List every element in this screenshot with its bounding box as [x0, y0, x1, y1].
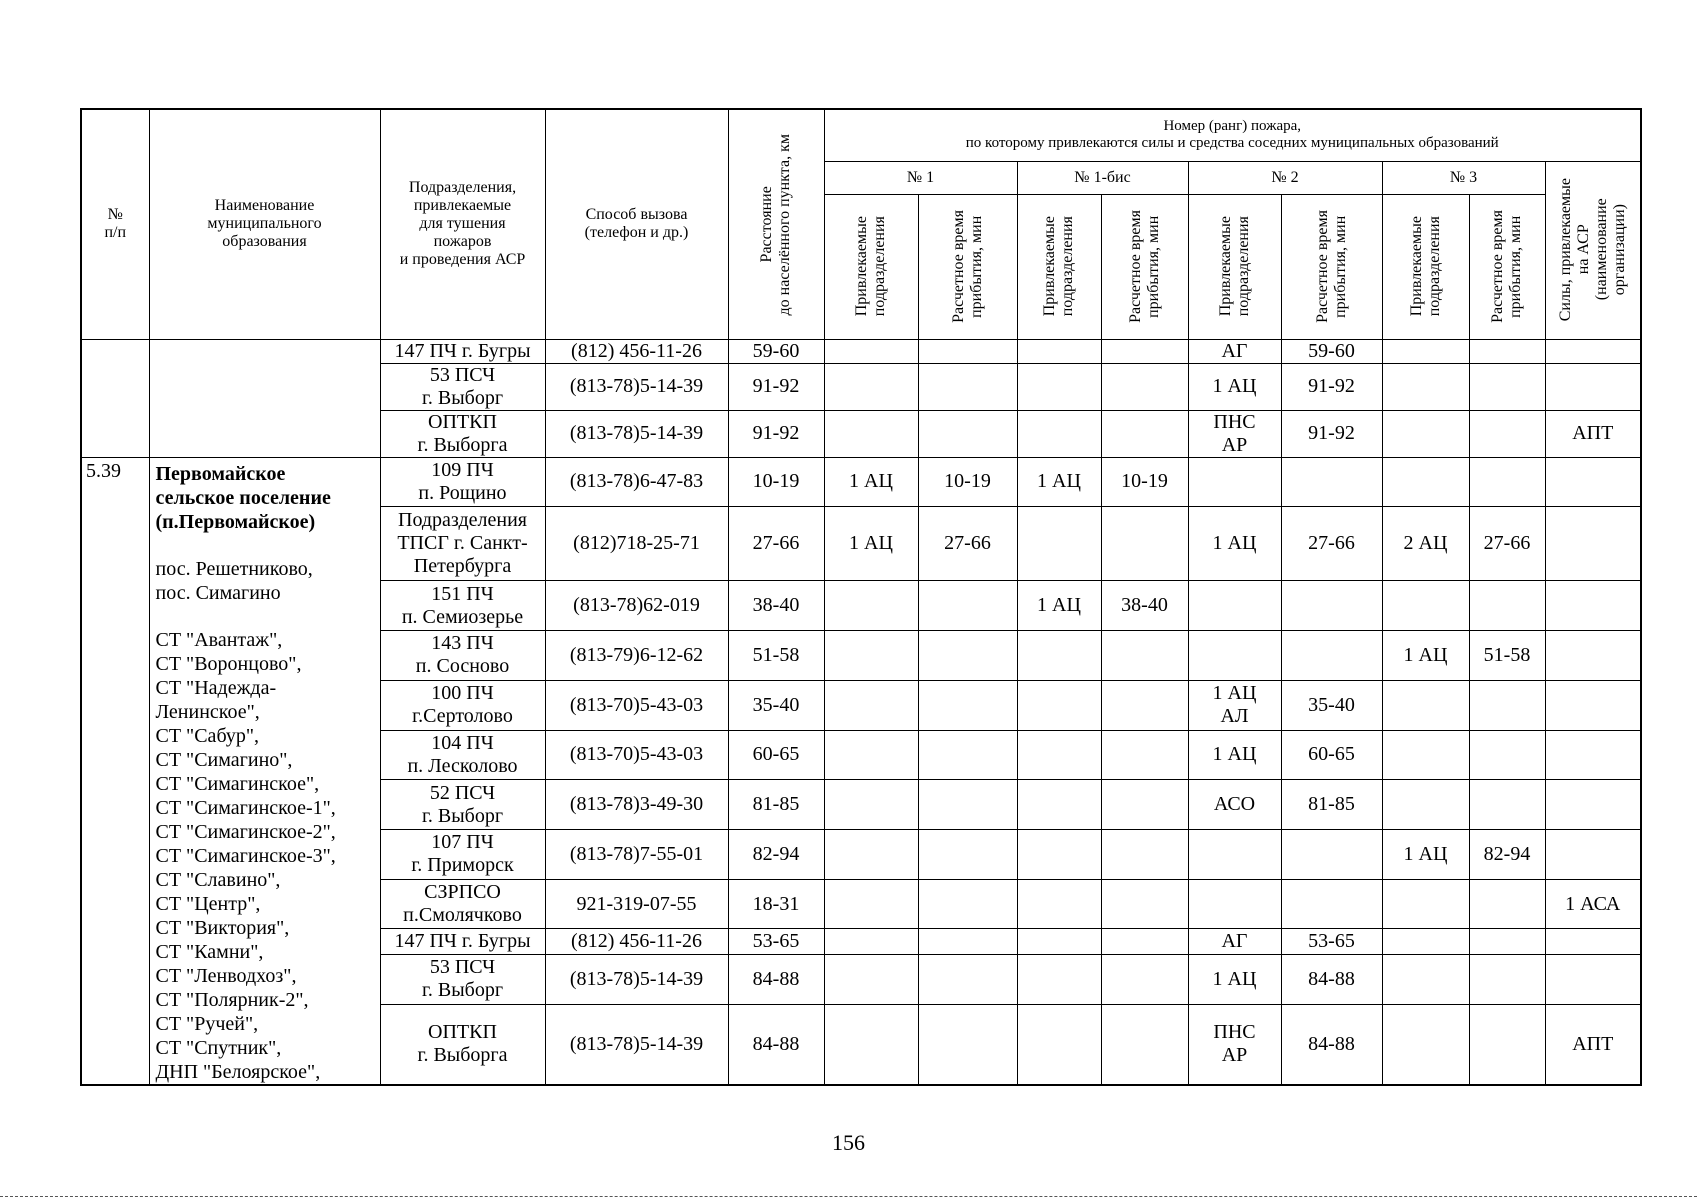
rank3-time-cell	[1469, 1004, 1545, 1084]
phone-cell: (813-70)5-43-03	[545, 730, 728, 780]
settlement-item: СТ "Симагинское",	[155, 772, 320, 795]
rank1bis-time-cell	[1101, 829, 1188, 879]
rank1-time-cell: 10-19	[918, 457, 1017, 507]
rank1-time-cell	[918, 1004, 1017, 1084]
settlement-item: СТ "Камни",	[155, 940, 264, 963]
header-rank2-units: Привлекаемые подразделения	[1188, 194, 1281, 339]
rank1-time-cell	[918, 363, 1017, 410]
rank2-units-cell: 1 АЦ	[1188, 363, 1281, 410]
rank1bis-units-cell	[1017, 680, 1101, 730]
phone-cell: 921-319-07-55	[545, 879, 728, 929]
table-row	[81, 339, 1641, 363]
rank1bis-time-cell	[1101, 631, 1188, 681]
phone-cell: (813-78)3-49-30	[545, 780, 728, 830]
distance-cell: 38-40	[728, 581, 824, 631]
rank1bis-time-cell	[1101, 929, 1188, 954]
rank2-units-cell	[1188, 879, 1281, 929]
rank2-time-cell: 59-60	[1281, 339, 1382, 363]
prev-municipality-cell	[149, 339, 380, 457]
rank1bis-units-cell	[1017, 410, 1101, 457]
asr-forces-cell	[1545, 631, 1641, 681]
rank2-time-cell: 27-66	[1281, 507, 1382, 581]
rank1bis-units-cell	[1017, 780, 1101, 830]
settlement-item: СТ "Воронцово",	[155, 652, 302, 675]
rank2-units-cell: ПНС АР	[1188, 1004, 1281, 1084]
rank1bis-units-cell	[1017, 631, 1101, 681]
rank1bis-time-cell	[1101, 780, 1188, 830]
asr-forces-cell: АПТ	[1545, 410, 1641, 457]
rank1bis-units-cell	[1017, 879, 1101, 929]
settlement-item: СТ "Центр",	[155, 892, 261, 915]
asr-forces-cell: 1 АСА	[1545, 879, 1641, 929]
distance-cell: 27-66	[728, 507, 824, 581]
rank2-units-cell: 1 АЦ АЛ	[1188, 680, 1281, 730]
rank2-units-cell: 1 АЦ	[1188, 730, 1281, 780]
asr-forces-cell	[1545, 507, 1641, 581]
phone-cell: (813-78)6-47-83	[545, 457, 728, 507]
settlement-item	[156, 605, 374, 628]
rank1-units-cell	[824, 954, 918, 1004]
rank3-units-cell	[1382, 780, 1469, 830]
asr-forces-cell	[1545, 339, 1641, 363]
rank1-time-cell	[918, 680, 1017, 730]
header-rank-title: Номер (ранг) пожара, по которому привлекаются силы и средства соседних муниципальных образований	[824, 109, 1641, 161]
asr-forces-cell	[1545, 457, 1641, 507]
rank3-time-cell: 51-58	[1469, 631, 1545, 681]
rank1bis-units-cell: 1 АЦ	[1017, 581, 1101, 631]
distance-cell: 91-92	[728, 363, 824, 410]
section-number: 5.39	[81, 457, 149, 1085]
municipality-name: Первомайское сельское поселение (п.Первомайское)	[155, 462, 331, 533]
unit-cell: 109 ПЧ п. Рощино	[380, 457, 545, 507]
header-forces-asr: Силы, привлекаемые на АСР (наименование организации)	[1545, 161, 1641, 339]
prev-num-cell	[81, 339, 149, 457]
distance-cell: 10-19	[728, 457, 824, 507]
settlement-item: СТ "Ленводхоз",	[155, 964, 297, 987]
settlement-item: СТ "Ручей",	[155, 1012, 259, 1035]
rank1bis-units-cell	[1017, 730, 1101, 780]
unit-cell: СЗРПСО п.Смолячково	[380, 879, 545, 929]
fire-plan-table	[80, 108, 1642, 1086]
rank1-time-cell	[918, 339, 1017, 363]
phone-cell: (813-78)5-14-39	[545, 363, 728, 410]
rank3-units-cell: 1 АЦ	[1382, 631, 1469, 681]
rank2-units-cell: АГ	[1188, 339, 1281, 363]
asr-forces-cell	[1545, 954, 1641, 1004]
rank1-time-cell: 27-66	[918, 507, 1017, 581]
rank1-time-cell	[918, 581, 1017, 631]
rank1-time-cell	[918, 879, 1017, 929]
phone-cell: (813-70)5-43-03	[545, 680, 728, 730]
rank2-time-cell	[1281, 879, 1382, 929]
rank3-units-cell	[1382, 339, 1469, 363]
rank1-units-cell: 1 АЦ	[824, 507, 918, 581]
rank2-units-cell	[1188, 631, 1281, 681]
phone-cell: (813-78)5-14-39	[545, 1004, 728, 1084]
header-rank-3: № 3	[1382, 161, 1545, 194]
table-header	[81, 109, 1641, 339]
distance-cell: 60-65	[728, 730, 824, 780]
fire-plan-table-container	[80, 108, 1642, 1086]
rank1-units-cell	[824, 680, 918, 730]
rank2-units-cell: 1 АЦ	[1188, 954, 1281, 1004]
rank2-time-cell	[1281, 457, 1382, 507]
header-num: № п/п	[81, 109, 149, 339]
rank3-time-cell	[1469, 410, 1545, 457]
rank1-units-cell	[824, 1004, 918, 1084]
rank3-units-cell	[1382, 363, 1469, 410]
settlement-item	[156, 534, 374, 557]
phone-cell: (813-78)7-55-01	[545, 829, 728, 879]
settlement-item: СТ "Симагинское-2",	[155, 820, 336, 843]
phone-cell: (812) 456-11-26	[545, 929, 728, 954]
rank1bis-time-cell	[1101, 507, 1188, 581]
rank3-units-cell: 2 АЦ	[1382, 507, 1469, 581]
phone-cell: (813-78)5-14-39	[545, 410, 728, 457]
rank1bis-time-cell: 38-40	[1101, 581, 1188, 631]
distance-cell: 51-58	[728, 631, 824, 681]
settlement-item: СТ "Славино",	[155, 868, 281, 891]
header-rank-2: № 2	[1188, 161, 1382, 194]
rank2-time-cell	[1281, 829, 1382, 879]
settlement-item: Ленинское",	[155, 700, 260, 723]
rank3-units-cell	[1382, 410, 1469, 457]
table-body	[81, 339, 1641, 1085]
settlement-item: СТ "Сабур",	[155, 724, 260, 747]
rank1-units-cell	[824, 339, 918, 363]
rank1bis-time-cell	[1101, 680, 1188, 730]
rank3-time-cell	[1469, 730, 1545, 780]
rank3-units-cell	[1382, 680, 1469, 730]
rank3-time-cell	[1469, 780, 1545, 830]
header-rank1-time: Расчетное время прибытия, мин	[918, 194, 1017, 339]
rank1bis-units-cell	[1017, 829, 1101, 879]
rank2-time-cell: 81-85	[1281, 780, 1382, 830]
rank1bis-units-cell	[1017, 507, 1101, 581]
rank1-time-cell	[918, 929, 1017, 954]
header-distance: Расстояние до населённого пункта, км	[728, 109, 824, 339]
rank1-units-cell	[824, 730, 918, 780]
rank2-units-cell: АСО	[1188, 780, 1281, 830]
header-rank2-time: Расчетное время прибытия, мин	[1281, 194, 1382, 339]
phone-cell: (813-79)6-12-62	[545, 631, 728, 681]
distance-cell: 18-31	[728, 879, 824, 929]
rank2-time-cell: 84-88	[1281, 954, 1382, 1004]
rank2-time-cell	[1281, 631, 1382, 681]
unit-cell: ОПТКП г. Выборга	[380, 410, 545, 457]
distance-cell: 81-85	[728, 780, 824, 830]
unit-cell: 147 ПЧ г. Бугры	[380, 929, 545, 954]
rank2-units-cell	[1188, 457, 1281, 507]
rank2-units-cell: ПНС АР	[1188, 410, 1281, 457]
unit-cell: 100 ПЧ г.Сертолово	[380, 680, 545, 730]
header-rank1-units: Привлекаемые подразделения	[824, 194, 918, 339]
asr-forces-cell	[1545, 929, 1641, 954]
phone-cell: (812)718-25-71	[545, 507, 728, 581]
settlement-item: ДНП "Белоярское",	[155, 1060, 321, 1083]
rank3-time-cell: 82-94	[1469, 829, 1545, 879]
rank1-units-cell	[824, 631, 918, 681]
asr-forces-cell	[1545, 581, 1641, 631]
settlement-item: СТ "Симагинское-1",	[155, 796, 336, 819]
municipality-name-cell	[149, 457, 380, 1085]
rank1bis-time-cell	[1101, 339, 1188, 363]
unit-cell: 143 ПЧ п. Сосново	[380, 631, 545, 681]
rank2-units-cell: 1 АЦ	[1188, 507, 1281, 581]
settlement-item: СТ "Надежда-	[155, 676, 277, 699]
rank1bis-units-cell	[1017, 954, 1101, 1004]
rank1-units-cell	[824, 879, 918, 929]
header-rank-1: № 1	[824, 161, 1017, 194]
rank1bis-time-cell	[1101, 730, 1188, 780]
footer-rule	[0, 1196, 1697, 1197]
header-rank-1bis: № 1-бис	[1017, 161, 1188, 194]
settlement-item: СТ "Авантаж",	[155, 628, 283, 651]
rank3-time-cell	[1469, 581, 1545, 631]
phone-cell: (812) 456-11-26	[545, 339, 728, 363]
header-municipality: Наименование муниципального образования	[149, 109, 380, 339]
distance-cell: 84-88	[728, 1004, 824, 1084]
rank3-units-cell	[1382, 929, 1469, 954]
rank1bis-time-cell	[1101, 410, 1188, 457]
phone-cell: (813-78)62-019	[545, 581, 728, 631]
rank1bis-time-cell	[1101, 879, 1188, 929]
rank1bis-units-cell	[1017, 363, 1101, 410]
rank3-time-cell: 27-66	[1469, 507, 1545, 581]
header-rank3-time: Расчетное время прибытия, мин	[1469, 194, 1545, 339]
settlement-item: СТ "Симагинское-3",	[155, 844, 336, 867]
rank1bis-time-cell	[1101, 954, 1188, 1004]
rank2-units-cell	[1188, 581, 1281, 631]
rank1-units-cell	[824, 363, 918, 410]
distance-cell: 53-65	[728, 929, 824, 954]
header-rank1bis-time: Расчетное время прибытия, мин	[1101, 194, 1188, 339]
rank2-time-cell: 60-65	[1281, 730, 1382, 780]
asr-forces-cell	[1545, 730, 1641, 780]
asr-forces-cell	[1545, 680, 1641, 730]
rank1bis-time-cell	[1101, 1004, 1188, 1084]
rank1-units-cell	[824, 410, 918, 457]
rank1-units-cell	[824, 929, 918, 954]
rank3-time-cell	[1469, 680, 1545, 730]
rank3-units-cell	[1382, 581, 1469, 631]
unit-cell: 151 ПЧ п. Семиозерье	[380, 581, 545, 631]
rank1-units-cell	[824, 780, 918, 830]
rank1bis-time-cell	[1101, 363, 1188, 410]
rank3-time-cell	[1469, 879, 1545, 929]
rank1bis-time-cell: 10-19	[1101, 457, 1188, 507]
distance-cell: 59-60	[728, 339, 824, 363]
settlement-item: пос. Решетниково,	[155, 557, 313, 580]
rank1-time-cell	[918, 410, 1017, 457]
asr-forces-cell	[1545, 829, 1641, 879]
unit-cell: 53 ПСЧ г. Выборг	[380, 363, 545, 410]
rank3-time-cell	[1469, 363, 1545, 410]
rank2-time-cell: 35-40	[1281, 680, 1382, 730]
unit-cell: ОПТКП г. Выборга	[380, 1004, 545, 1084]
header-units: Подразделения, привлекаемые для тушения пожаров и проведения АСР	[380, 109, 545, 339]
settlement-item: СТ "Симагино",	[155, 748, 293, 771]
unit-cell: 52 ПСЧ г. Выборг	[380, 780, 545, 830]
asr-forces-cell	[1545, 363, 1641, 410]
rank1-time-cell	[918, 780, 1017, 830]
distance-cell: 35-40	[728, 680, 824, 730]
rank1-units-cell	[824, 581, 918, 631]
distance-cell: 82-94	[728, 829, 824, 879]
header-rank1bis-units: Привлекаемые подразделения	[1017, 194, 1101, 339]
rank3-units-cell	[1382, 457, 1469, 507]
rank1-units-cell	[824, 829, 918, 879]
rank3-time-cell	[1469, 339, 1545, 363]
rank2-time-cell: 53-65	[1281, 929, 1382, 954]
rank3-units-cell: 1 АЦ	[1382, 829, 1469, 879]
phone-cell: (813-78)5-14-39	[545, 954, 728, 1004]
rank1-time-cell	[918, 829, 1017, 879]
rank2-time-cell: 84-88	[1281, 1004, 1382, 1084]
rank2-units-cell: АГ	[1188, 929, 1281, 954]
distance-cell: 84-88	[728, 954, 824, 1004]
rank3-time-cell	[1469, 954, 1545, 1004]
rank3-time-cell	[1469, 457, 1545, 507]
distance-cell: 91-92	[728, 410, 824, 457]
settlement-item: СТ "Спутник",	[155, 1036, 282, 1059]
unit-cell: 53 ПСЧ г. Выборг	[380, 954, 545, 1004]
rank1-time-cell	[918, 730, 1017, 780]
rank1bis-units-cell	[1017, 1004, 1101, 1084]
rank2-time-cell: 91-92	[1281, 410, 1382, 457]
rank1-units-cell: 1 АЦ	[824, 457, 918, 507]
header-rank3-units: Привлекаемые подразделения	[1382, 194, 1469, 339]
unit-cell: 147 ПЧ г. Бугры	[380, 339, 545, 363]
unit-cell: 104 ПЧ п. Лесколово	[380, 730, 545, 780]
settlement-item: пос. Симагино	[155, 581, 281, 604]
rank1-time-cell	[918, 631, 1017, 681]
rank1bis-units-cell	[1017, 339, 1101, 363]
rank1bis-units-cell	[1017, 929, 1101, 954]
rank3-units-cell	[1382, 730, 1469, 780]
rank3-time-cell	[1469, 929, 1545, 954]
header-call-method: Способ вызова (телефон и др.)	[545, 109, 728, 339]
settlement-item: СТ "Полярник-2",	[155, 988, 309, 1011]
rank1-time-cell	[918, 954, 1017, 1004]
asr-forces-cell	[1545, 780, 1641, 830]
settlement-item: СТ "Виктория",	[155, 916, 290, 939]
rank2-units-cell	[1188, 829, 1281, 879]
rank2-time-cell: 91-92	[1281, 363, 1382, 410]
rank3-units-cell	[1382, 1004, 1469, 1084]
unit-cell: Подразделения ТПСГ г. Санкт- Петербурга	[380, 507, 545, 581]
unit-cell: 107 ПЧ г. Приморск	[380, 829, 545, 879]
rank2-time-cell	[1281, 581, 1382, 631]
page-number: 156	[832, 1130, 865, 1155]
rank1bis-units-cell: 1 АЦ	[1017, 457, 1101, 507]
rank3-units-cell	[1382, 954, 1469, 1004]
rank3-units-cell	[1382, 879, 1469, 929]
table-row	[81, 457, 1641, 507]
asr-forces-cell: АПТ	[1545, 1004, 1641, 1084]
